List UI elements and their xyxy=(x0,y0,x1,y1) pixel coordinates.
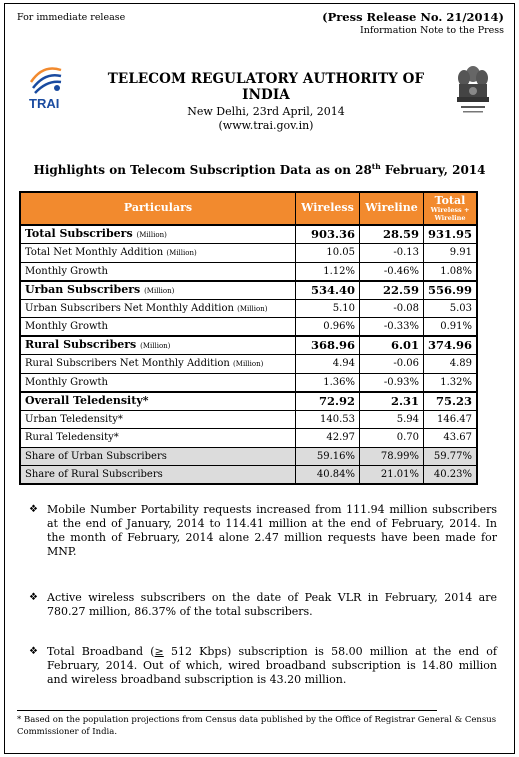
table-row xyxy=(20,244,477,263)
trai-logo-text: TRAI xyxy=(29,96,60,111)
cell-wireless: 140.53 xyxy=(295,410,359,429)
cell-wireline: -0.06 xyxy=(359,355,423,374)
row-label xyxy=(20,447,295,466)
table-row xyxy=(20,225,477,244)
cell-wireless: 10.05 xyxy=(295,244,359,263)
row-unit: (Million) xyxy=(237,304,268,313)
row-label-text: Rural Subscribers Net Monthly Addition xyxy=(25,358,230,370)
table-row xyxy=(20,299,477,318)
cell-wireline: 22.59 xyxy=(359,281,423,300)
cell-wireline: 28.59 xyxy=(359,225,423,244)
row-unit: (Million) xyxy=(136,231,167,240)
row-unit: (Million) xyxy=(140,342,171,351)
row-label xyxy=(20,392,295,411)
headline-tail: February, 2014 xyxy=(380,163,486,177)
cell-total: 4.89 xyxy=(423,355,477,374)
row-label-text: Total Net Monthly Addition xyxy=(25,247,164,259)
footnote-divider xyxy=(17,710,437,711)
row-label-text: Monthly Growth xyxy=(25,321,108,332)
table-row xyxy=(20,336,477,355)
emblem-icon xyxy=(453,64,493,122)
cell-wireless: 0.96% xyxy=(295,318,359,337)
press-release-block xyxy=(322,10,504,36)
cell-total: 1.08% xyxy=(423,262,477,281)
row-label xyxy=(20,299,295,318)
row-label-text: Monthly Growth xyxy=(25,376,108,388)
cell-wireline: -0.33% xyxy=(359,318,423,337)
cell-total: 1.32% xyxy=(423,373,477,392)
row-label-text: Urban Teledensity* xyxy=(25,413,123,425)
press-release-page xyxy=(4,3,515,754)
row-label-text: Urban Subscribers Net Monthly Addition xyxy=(25,302,234,314)
cell-wireline: 6.01 xyxy=(359,336,423,355)
org-website: (www.trai.gov.in) xyxy=(218,119,314,132)
row-label-text: Rural Subscribers xyxy=(25,338,137,352)
cell-total: 75.23 xyxy=(423,392,477,411)
cell-wireline: 21.01% xyxy=(359,466,423,485)
bullet-vlr xyxy=(27,591,497,619)
cell-total: 0.91% xyxy=(423,318,477,337)
bullet-broadband xyxy=(27,645,497,687)
row-label xyxy=(20,318,295,337)
cell-total: 43.67 xyxy=(423,429,477,448)
cell-wireline: 0.70 xyxy=(359,429,423,448)
trai-logo xyxy=(21,62,81,112)
release-date: New Delhi, 23rd April, 2014 xyxy=(187,105,345,118)
diamond-bullet-icon: ❖ xyxy=(29,646,38,657)
table-row xyxy=(20,429,477,448)
cell-wireline: -0.93% xyxy=(359,373,423,392)
cell-total: 931.95 xyxy=(423,225,477,244)
footnote: * Based on the population projections from Census data published by the Office of Registrar General & Census Commissioner of India. xyxy=(17,715,497,737)
trai-logo-icon xyxy=(21,62,81,112)
cell-wireline: 2.31 xyxy=(359,392,423,411)
highlights-title xyxy=(5,162,514,177)
cell-wireless: 1.12% xyxy=(295,262,359,281)
row-label xyxy=(20,373,295,392)
cell-total: 40.23% xyxy=(423,466,477,485)
organization-header xyxy=(91,71,441,132)
row-label xyxy=(20,336,295,355)
state-emblem xyxy=(453,64,493,122)
cell-wireline: 5.94 xyxy=(359,410,423,429)
cell-wireless: 5.10 xyxy=(295,299,359,318)
col-total-sub: Wireless + Wireline xyxy=(430,206,470,222)
row-label-text: Urban Subscribers xyxy=(25,282,141,296)
bullet-mnp-text: Mobile Number Portability requests increased from 111.94 million subscribers at the end of January, 2014 to 114.41 million at the end of February, 2014. In the month of February, 2014 alone 2.47 million requests have been made for MNP. xyxy=(47,503,497,558)
row-label xyxy=(20,262,295,281)
press-release-number: (Press Release No. 21/2014) xyxy=(322,10,504,24)
cell-wireless: 72.92 xyxy=(295,392,359,411)
bullet-bb-pre: Total Broadband ( xyxy=(47,645,155,658)
table-row xyxy=(20,392,477,411)
cell-wireless: 903.36 xyxy=(295,225,359,244)
col-wireline: Wireline xyxy=(359,192,423,225)
bullet-vlr-text: Active wireless subscribers on the date of Peak VLR in February, 2014 are 780.27 million, 86.37% of the total subscribers. xyxy=(47,591,497,618)
cell-total: 374.96 xyxy=(423,336,477,355)
bullet-bb-ge: ≥ xyxy=(154,645,164,658)
row-label-text: Total Subscribers xyxy=(25,227,133,241)
row-unit: (Million) xyxy=(233,360,264,369)
info-note: Information Note to the Press xyxy=(360,25,504,36)
cell-wireline: -0.13 xyxy=(359,244,423,263)
row-unit: (Million) xyxy=(166,249,197,258)
row-label xyxy=(20,429,295,448)
row-label-text: Share of Urban Subscribers xyxy=(25,450,167,462)
cell-wireless: 59.16% xyxy=(295,447,359,466)
headline-sup: th xyxy=(371,162,381,171)
headline-text: Highlights on Telecom Subscription Data as on 28 xyxy=(33,163,372,177)
cell-wireless: 368.96 xyxy=(295,336,359,355)
cell-wireless: 4.94 xyxy=(295,355,359,374)
cell-wireless: 40.84% xyxy=(295,466,359,485)
bullet-bb-post: 512 Kbps) subscription is 58.00 million at the end of February, 2014. Out of which, wired broadband subscription is 14.80 million and wireless broadband subscription is 43.20 million. xyxy=(47,645,497,686)
row-label xyxy=(20,410,295,429)
table-row xyxy=(20,373,477,392)
row-label-text: Overall Teledensity* xyxy=(25,393,149,407)
row-label-text: Rural Teledensity* xyxy=(25,432,119,444)
table-header-row xyxy=(20,192,477,225)
row-label xyxy=(20,466,295,485)
col-total xyxy=(423,192,477,225)
row-label-text: Share of Rural Subscribers xyxy=(25,469,163,480)
col-particulars: Particulars xyxy=(20,192,295,225)
row-label xyxy=(20,225,295,244)
table-row xyxy=(20,466,477,485)
subscription-table xyxy=(19,191,478,485)
cell-wireless: 42.97 xyxy=(295,429,359,448)
table-row xyxy=(20,281,477,300)
row-unit: (Million) xyxy=(144,286,175,295)
cell-wireline: 78.99% xyxy=(359,447,423,466)
table-row xyxy=(20,262,477,281)
table-row xyxy=(20,447,477,466)
cell-total: 5.03 xyxy=(423,299,477,318)
cell-wireline: -0.46% xyxy=(359,262,423,281)
cell-total: 9.91 xyxy=(423,244,477,263)
row-label-text: Monthly Growth xyxy=(25,265,108,277)
table-row xyxy=(20,318,477,337)
cell-wireless: 1.36% xyxy=(295,373,359,392)
col-total-label: Total xyxy=(434,194,466,208)
cell-wireless: 534.40 xyxy=(295,281,359,300)
row-label xyxy=(20,244,295,263)
table-row xyxy=(20,355,477,374)
bullet-mnp xyxy=(27,503,497,559)
release-note: For immediate release xyxy=(17,12,126,23)
row-label xyxy=(20,281,295,300)
diamond-bullet-icon: ❖ xyxy=(29,592,38,603)
cell-wireline: -0.08 xyxy=(359,299,423,318)
cell-total: 59.77% xyxy=(423,447,477,466)
row-label xyxy=(20,355,295,374)
col-wireless: Wireless xyxy=(295,192,359,225)
cell-total: 146.47 xyxy=(423,410,477,429)
diamond-bullet-icon: ❖ xyxy=(29,504,38,515)
table-row xyxy=(20,410,477,429)
bullet-list xyxy=(27,503,497,687)
org-name: TELECOM REGULATORY AUTHORITY OF INDIA xyxy=(107,71,425,103)
cell-total: 556.99 xyxy=(423,281,477,300)
